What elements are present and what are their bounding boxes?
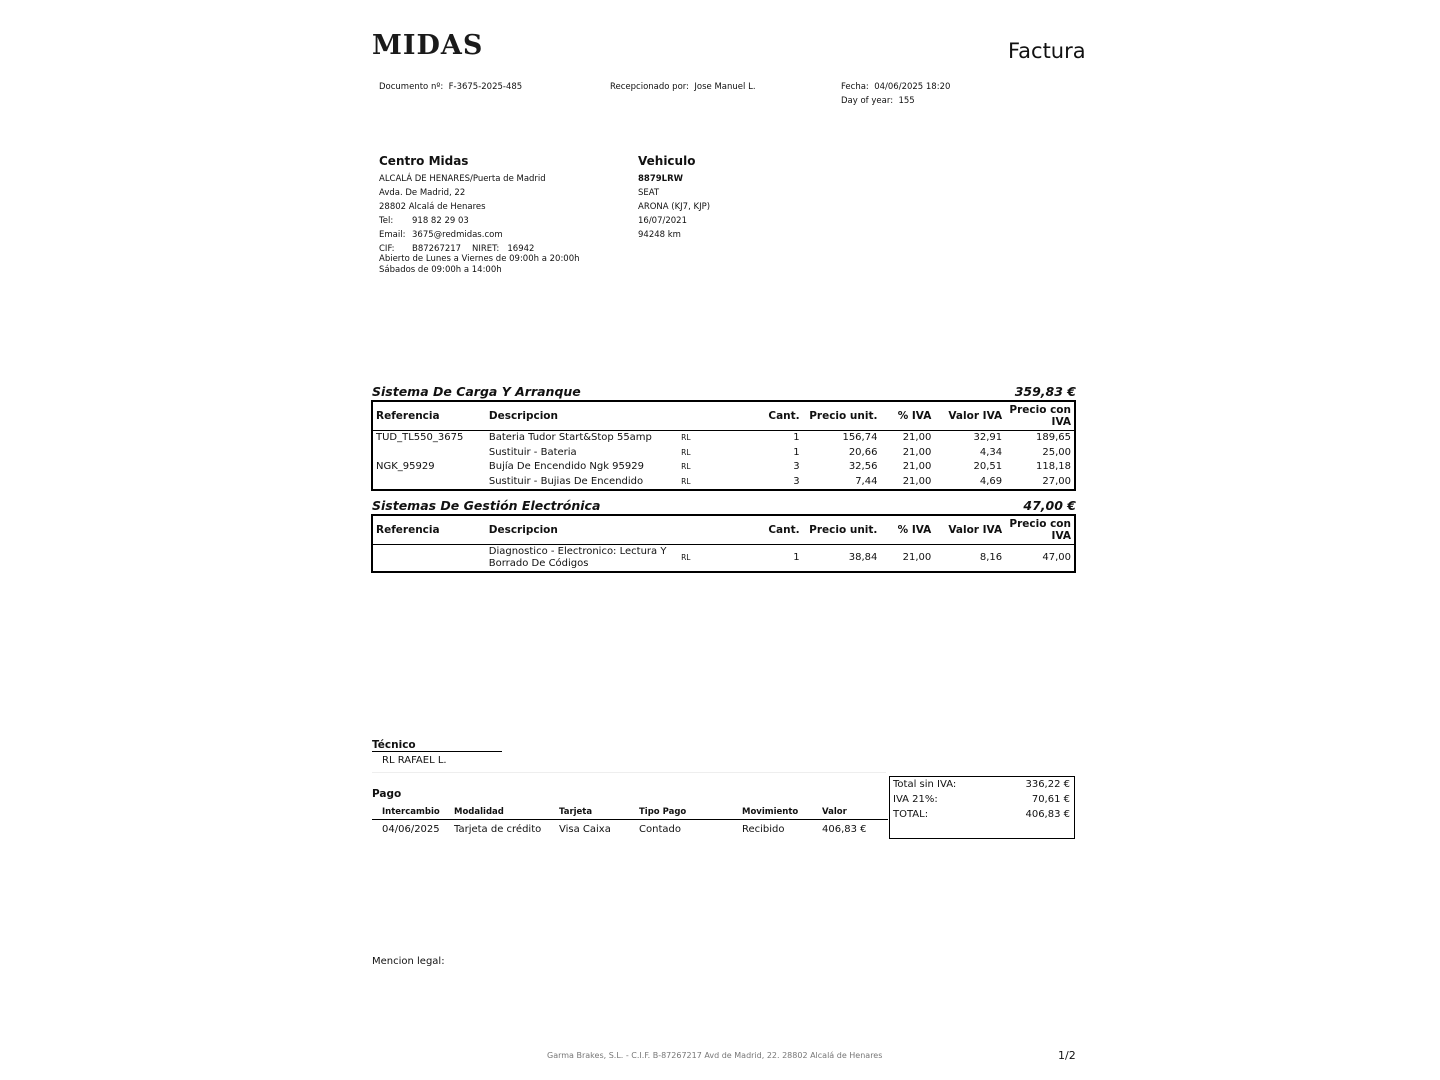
footer-company-info: Garma Brakes, S.L. - C.I.F. B-87267217 Avd de Madrid, 22. 28802 Alcalá de Henares [547,1051,883,1060]
section-name: Sistemas De Gestión Electrónica [372,498,601,513]
grand-total-value: 406,83 € [1025,809,1070,820]
invoice-date-label: Fecha: [841,82,869,92]
grand-total-row [893,809,1070,824]
payment-movement: Recibido [742,823,785,835]
row-quantity: 3 [793,476,800,488]
section-amount: 47,00 € [1023,498,1076,513]
document-type-title: Factura [1008,39,1086,63]
payment-type: Contado [639,823,681,835]
vehicle-model: ARONA (KJ7, KJP) [638,202,711,212]
col-reference: Referencia [372,515,486,545]
col-vat-percent: % IVA [880,401,934,431]
table-header-row [372,515,1075,545]
totals-box [889,776,1075,839]
center-title: Centro Midas [379,154,469,168]
payment-label: Pago [372,788,402,800]
vehicle-title: Vehiculo [638,154,696,168]
col-unit-price: Precio unit. [803,401,881,431]
row-total: 47,00 [1042,552,1071,563]
payment-col-card: Tarjeta [549,806,629,820]
payment-date: 04/06/2025 [382,823,440,835]
col-price-with-vat: Precio con IVA [1005,401,1075,431]
received-by [610,80,756,94]
payment-col-exchange: Intercambio [372,806,444,820]
table-row [372,545,1075,573]
row-vat-value: 4,34 [979,446,1003,458]
day-of-year-value: 155 [898,96,915,106]
row-vat-value: 20,51 [973,461,1003,473]
row-vat-percent: 21,00 [902,432,932,444]
vehicle-mileage: 94248 km [638,230,681,240]
row-reference [372,475,486,491]
row-total: 189,65 [1036,432,1071,444]
document-number [379,80,522,94]
row-unit-price: 20,66 [848,446,878,458]
row-technician: RL [681,477,691,487]
section-amount: 359,83 € [1014,384,1076,399]
col-technician [678,401,760,431]
received-by-value: Jose Manuel L. [694,82,756,92]
invoice-date [841,80,950,94]
table-row [372,460,1075,475]
center-cif-label: CIF: [379,244,395,254]
items-table-charging [371,400,1076,491]
row-reference: NGK_95929 [376,461,435,473]
row-reference [372,446,486,461]
section-name: Sistema De Carga Y Arranque [372,384,581,399]
received-by-label: Recepcionado por: [610,82,689,92]
grand-total-label: TOTAL: [893,809,929,820]
center-line-2: Avda. De Madrid, 22 [379,188,466,198]
row-vat-percent: 21,00 [902,476,932,488]
payment-value: 406,83 € [822,823,867,835]
day-of-year [841,94,915,108]
vehicle-plate: 8879LRW [638,174,683,184]
table-row [372,446,1075,461]
center-hours-weekdays: Abierto de Lunes a Viernes de 09:00h a 20:00h [379,254,580,264]
payment-header-row [372,806,888,820]
row-quantity: 1 [793,432,800,444]
table-row [372,475,1075,491]
row-vat-value: 4,69 [979,476,1003,488]
row-technician: RL [681,447,691,457]
midas-logo: MIDAS [372,30,484,61]
center-hours-saturday: Sábados de 09:00h a 14:00h [379,265,502,275]
col-price-with-vat: Precio con IVA [1005,515,1075,545]
row-unit-price: 32,56 [848,461,878,473]
center-line-1: ALCALÁ DE HENARES/Puerta de Madrid [379,174,546,184]
row-technician: RL [681,433,691,443]
payment-row [372,820,888,837]
legal-mention: Mencion legal: [372,956,445,967]
technician-name: RL RAFAEL L. [382,755,447,766]
table-row [372,431,1075,446]
col-reference: Referencia [372,401,486,431]
col-unit-price: Precio unit. [803,515,881,545]
center-hours [379,254,580,276]
row-quantity: 1 [793,446,800,458]
payment-mode: Tarjeta de crédito [454,823,542,835]
vehicle-details [638,172,710,242]
col-vat-value: Valor IVA [934,515,1005,545]
row-unit-price: 38,84 [848,552,878,563]
total-vat-row [893,794,1070,809]
row-vat-value: 32,91 [973,432,1003,444]
center-niret-label: NIRET: [472,244,500,254]
payment-table [372,806,888,836]
row-vat-percent: 21,00 [902,461,932,473]
vehicle-make: SEAT [638,188,660,198]
total-net-row [893,779,1070,794]
document-number-value: F-3675-2025-485 [448,82,523,92]
col-description: Descripcion [486,515,678,545]
row-total: 25,00 [1042,446,1071,458]
divider [372,772,886,773]
center-email-label: Email: [379,230,406,240]
center-line-3: 28802 Alcalá de Henares [379,202,486,212]
document-number-label: Documento nº: [379,82,444,92]
day-of-year-label: Day of year: [841,96,894,106]
total-net-label: Total sin IVA: [893,779,957,790]
row-quantity: 1 [793,552,800,563]
vehicle-registration-date: 16/07/2021 [638,216,687,226]
row-description: Sustituir - Bujias De Encendido [488,476,644,488]
col-quantity: Cant. [760,401,803,431]
col-technician [678,515,760,545]
payment-col-value: Valor [812,806,888,820]
center-phone-value: 918 82 29 03 [412,216,469,226]
row-quantity: 3 [793,461,800,473]
invoice-date-value: 04/06/2025 18:20 [874,82,951,92]
payment-col-mode: Modalidad [444,806,549,820]
center-address [379,172,546,256]
payment-col-movement: Movimiento [732,806,812,820]
payment-card: Visa Caixa [559,823,611,835]
row-unit-price: 156,74 [842,432,878,444]
payment-col-type: Tipo Pago [629,806,732,820]
row-reference [372,545,486,573]
row-total: 118,18 [1036,461,1071,473]
center-phone [379,214,546,228]
row-technician: RL [681,553,691,562]
row-reference: TUD_TL550_3675 [376,432,464,444]
total-vat-value: 70,61 € [1031,794,1070,805]
page-number: 1/2 [1058,1049,1076,1062]
row-total: 27,00 [1042,476,1071,488]
row-description: Sustituir - Bateria [488,446,577,458]
center-email [379,228,546,242]
center-niret-value: 16942 [507,244,535,254]
row-description: Bateria Tudor Start&Stop 55amp [488,432,652,444]
total-net-value: 336,22 € [1025,779,1070,790]
row-vat-value: 8,16 [979,552,1003,563]
items-table-electronics [371,514,1076,573]
col-vat-percent: % IVA [880,515,934,545]
center-email-value: 3675@redmidas.com [412,230,503,240]
total-vat-label: IVA 21%: [893,794,938,805]
row-description: Diagnostico - Electronico: Lectura Y Borrado De Códigos [488,545,667,569]
table-header-row [372,401,1075,431]
col-description: Descripcion [486,401,678,431]
technician-label: Técnico [372,739,502,752]
col-quantity: Cant. [760,515,803,545]
center-phone-label: Tel: [379,216,394,226]
col-vat-value: Valor IVA [934,401,1005,431]
row-technician: RL [681,462,691,472]
row-unit-price: 7,44 [855,476,878,488]
row-description: Bujía De Encendido Ngk 95929 [488,461,644,473]
center-cif-value: B87267217 [412,244,462,254]
row-vat-percent: 21,00 [902,446,932,458]
row-vat-percent: 21,00 [902,552,932,563]
